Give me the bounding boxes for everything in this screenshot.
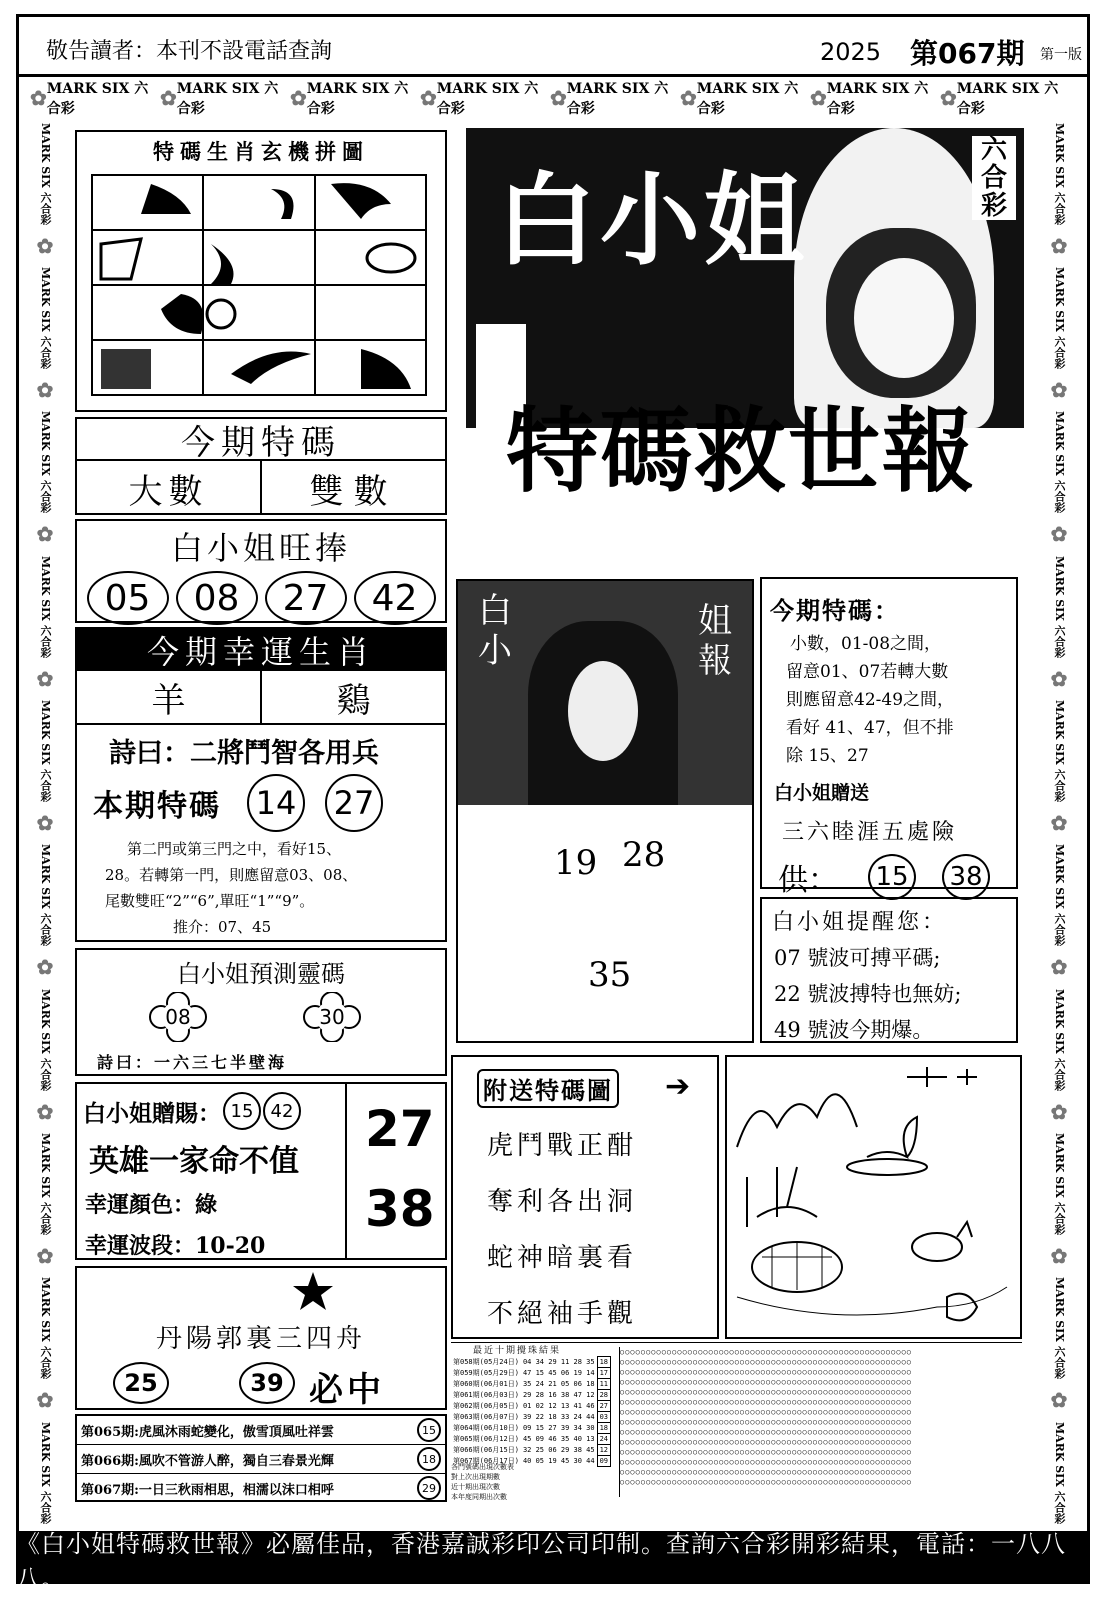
results-row bbox=[451, 1401, 611, 1412]
gift-label: 白小姐贈賜： bbox=[83, 1099, 221, 1127]
spirit-code-box bbox=[75, 948, 447, 1076]
history-number: 15 bbox=[417, 1418, 441, 1442]
strip-label: MARK SIX 六合彩 bbox=[1053, 699, 1066, 802]
lucky-range: 幸運波段：10-20 bbox=[85, 1233, 266, 1259]
results-cell-sp: 09 bbox=[597, 1456, 610, 1467]
results-count-grid: ○○○○○○○○○○○○○○○○○○○○○○○○○○○○○○○○○○○○○○○○○○○○○○○○○○○○○○○○ ○○○○○○○○○○○○○○○○○○○○○○○○○○○○○○○○○○○○○○○○○○○○○○○○○○○○○○○○ ○○○○○○○○○○○○○○○○○○○○○○○○○○○○○○○○○○○○○○○○○○○○○○○○○○○○○○○○ ○○○○○○○○○○○○○○○○○○○○○○○○○○○○○○○○○○○○○○○○○○○○○○○○○○○○○○○○ ○○○○○○○○○○○○○○○○○○○○○○○○○○○○○○○○○○○○○○○○○○○○○○○○○○○○○○○○ ○○○○○○○○○○○○○○○○○○○○○○○○○○○○○○○○○○○○○○○○○○○○○○○○○○○○○○○○ ○○○○○○○○○○○○○○○○○○○○○○○○○○○○○○○○○○○○○○○○○○○○○○○○○○○○○○○○ ○○○○○○○○○○○○○○○○○○○○○○○○○○○○○○○○○○○○○○○○○○○○○○○○○○○○○○○○ ○○○○○○○○○○○○○○○○○○○○○○○○○○○○○○○○○○○○○○○○○○○○○○○○○○○○○○○○ ○○○○○○○○○○○○○○○○○○○○○○○○○○○○○○○○○○○○○○○○○○○○○○○○○○○○○○○○ ○○○○○○○○○○○○○○○○○○○○○○○○○○○○○○○○○○○○○○○○○○○○○○○○○○○○○○○○ ○○○○○○○○○○○○○○○○○○○○○○○○○○○○○○○○○○○○○○○○○○○○○○○○○○○○○○○○ ○○○○○○○○○○○○○○○○○○○○○○○○○○○○○○○○○○○○○○○○○○○○○○○○○○○○○○○○ ○○○○○○○○○○○○○○○○○○○○○○○○○○○○○○○○○○○○○○○○○○○○○○○○○○○○○○○○ bbox=[619, 1347, 1020, 1497]
lucky-zodiac-title: 今期幸運生肖 bbox=[77, 629, 445, 671]
attach-title: 附送特碼圖 bbox=[477, 1069, 619, 1108]
results-row bbox=[451, 1357, 611, 1368]
photo-number: 28 bbox=[622, 835, 666, 875]
strip-label: MARK SIX 六合彩 bbox=[1053, 1132, 1066, 1235]
landscape-illustration bbox=[727, 1057, 1020, 1337]
results-cell-nums: 04 34 29 11 28 35 bbox=[522, 1358, 595, 1366]
reminder-box bbox=[760, 897, 1018, 1043]
results-row bbox=[451, 1390, 611, 1401]
flower-icon: ✿ bbox=[1050, 233, 1068, 258]
strip-label: MARK SIX 六合彩 bbox=[39, 122, 52, 225]
strip-label: MARK SIX 六合彩 bbox=[1053, 988, 1066, 1091]
results-cell-sp: 12 bbox=[597, 1445, 610, 1456]
results-footer-labels bbox=[451, 1462, 514, 1502]
results-foot-label: 近十期出現次數 bbox=[451, 1483, 500, 1491]
lucky-zodiac-goat: 羊 bbox=[77, 671, 262, 723]
photo-panel: 白 小 姐 報 19 28 35 bbox=[456, 579, 754, 1043]
strip-label: MARK SIX 六合彩 bbox=[1053, 1277, 1066, 1379]
flower-icon: ✿ bbox=[36, 233, 54, 258]
arrow-right-icon: ➔ bbox=[665, 1069, 691, 1104]
strip-label: MARK SIX 六合彩 bbox=[39, 1421, 52, 1524]
zodiac-puzzle-box bbox=[75, 130, 447, 412]
history-number: 29 bbox=[417, 1476, 441, 1500]
reminder-title: 白小姐提醒您： bbox=[772, 910, 948, 935]
star-icon bbox=[293, 1272, 333, 1312]
flower-icon: ✿ bbox=[1050, 1099, 1068, 1124]
lucky-poem: 詩曰：二將鬥智各用兵 bbox=[109, 738, 379, 769]
results-cell-sp: 18 bbox=[597, 1357, 610, 1368]
strip-label: MARK SIX 六合彩 bbox=[696, 81, 799, 117]
top-banner-strip bbox=[30, 81, 1070, 117]
star-number: 25 bbox=[113, 1362, 169, 1404]
info-line: 則應留意42-49之間， bbox=[786, 690, 955, 710]
edition-label: 第一版 bbox=[1040, 47, 1082, 63]
flower-icon: ✿ bbox=[810, 86, 827, 110]
results-cell-issue: 第061期(06月03日) bbox=[453, 1391, 519, 1399]
strip-label: MARK SIX 六合彩 bbox=[306, 81, 409, 117]
strip-label: MARK SIX 六合彩 bbox=[39, 699, 52, 802]
issue-number: 第067期 bbox=[910, 37, 1025, 70]
strip-label: MARK SIX 六合彩 bbox=[956, 81, 1059, 117]
results-cell-sp: 18 bbox=[597, 1423, 610, 1434]
strip-label: MARK SIX 六合彩 bbox=[1053, 266, 1066, 369]
strip-label: MARK SIX 六合彩 bbox=[39, 1277, 52, 1379]
attached-chart-box bbox=[451, 1055, 719, 1339]
results-row bbox=[451, 1434, 611, 1445]
attach-line: 奪利各出洞 bbox=[487, 1187, 638, 1217]
attach-line: 蛇神暗裏看 bbox=[487, 1243, 638, 1273]
results-cell-issue: 第062期(06月05日) bbox=[453, 1402, 519, 1410]
results-cell-issue: 第059期(05月29日) bbox=[453, 1369, 519, 1377]
strip-label: MARK SIX 六合彩 bbox=[1053, 844, 1066, 946]
results-row bbox=[451, 1379, 611, 1390]
strip-label: MARK SIX 六合彩 bbox=[566, 81, 669, 117]
flower-badge-icon bbox=[149, 992, 207, 1042]
results-cell-issue: 第063期(06月07日) bbox=[453, 1413, 519, 1421]
special-number: 27 bbox=[325, 774, 383, 832]
results-foot-label: 各門號碼出現次數表 bbox=[451, 1463, 514, 1471]
flower-icon: ✿ bbox=[1050, 522, 1068, 547]
flower-icon: ✿ bbox=[1050, 666, 1068, 691]
lucky-desc-2: 28。若轉第一門，則應留意03、08、 bbox=[105, 866, 358, 884]
star-number: 39 bbox=[239, 1362, 295, 1404]
strip-label: MARK SIX 六合彩 bbox=[39, 1132, 52, 1235]
strip-label: MARK SIX 六合彩 bbox=[436, 81, 539, 117]
strip-label: MARK SIX 六合彩 bbox=[1053, 1421, 1066, 1524]
info-line: 看好 41、47，但不排 bbox=[786, 718, 954, 738]
results-row bbox=[451, 1412, 611, 1423]
gift-box bbox=[75, 1082, 447, 1260]
history-text: 第067期:一日三秋雨相思，相濡以沫口相呼 bbox=[81, 1482, 334, 1498]
puzzle-title: 特碼生肖玄機拼圖 bbox=[153, 139, 369, 164]
pick-number: 27 bbox=[265, 571, 347, 625]
flower-icon: ✿ bbox=[940, 86, 957, 110]
history-row bbox=[77, 1416, 445, 1445]
lucky-zodiac-rooster: 鷄 bbox=[336, 680, 371, 721]
lucky-color: 幸運顏色：綠 bbox=[85, 1192, 218, 1218]
results-foot-label: 本年度同期出次數 bbox=[451, 1493, 507, 1501]
results-cell-sp: 17 bbox=[597, 1368, 610, 1379]
history-text: 第066期:風吹不管游人醉，獨自三春景光輝 bbox=[81, 1453, 334, 1469]
history-number: 18 bbox=[417, 1447, 441, 1471]
reminder-line: 07 號波可搏平碼; bbox=[774, 946, 941, 970]
photo-number: 35 bbox=[588, 955, 632, 995]
results-cell-nums: 39 22 18 33 24 44 bbox=[522, 1413, 595, 1421]
flower-icon: ✿ bbox=[290, 86, 307, 110]
pick-number: 08 bbox=[176, 571, 258, 625]
info-poem: 三六睦涯五處險 bbox=[782, 820, 958, 845]
strip-label: MARK SIX 六合彩 bbox=[46, 81, 149, 117]
strip-label: MARK SIX 六合彩 bbox=[1053, 122, 1066, 225]
lucky-desc-3: 尾數雙旺“2”“6”,單旺“1”“9”。 bbox=[105, 892, 315, 910]
results-cell-nums: 45 09 46 35 40 13 bbox=[522, 1435, 595, 1443]
lucky-recommend: 推介：07、45 bbox=[173, 918, 272, 936]
strip-label: MARK SIX 六合彩 bbox=[1053, 555, 1066, 658]
flower-icon: ✿ bbox=[1050, 378, 1068, 402]
flower-icon: ✿ bbox=[36, 522, 54, 547]
attach-line: 不絕袖手觀 bbox=[487, 1299, 638, 1329]
gift-big-number: 38 bbox=[365, 1180, 435, 1238]
portrait-face-image bbox=[854, 258, 954, 378]
flower-icon: ✿ bbox=[36, 378, 54, 402]
lucky-desc-1: 第二門或第三門之中，看好15、 bbox=[127, 840, 342, 858]
gift-number: 15 bbox=[223, 1092, 261, 1130]
results-cell-sp: 28 bbox=[597, 1390, 610, 1401]
spirit-number: 30 bbox=[319, 1005, 345, 1029]
masthead-title: 特碼救世報 bbox=[506, 397, 977, 505]
results-cell-sp: 24 bbox=[597, 1434, 610, 1445]
info-title: 今期特碼： bbox=[770, 596, 900, 625]
results-panel bbox=[451, 1342, 1022, 1506]
flower-icon: ✿ bbox=[36, 666, 54, 691]
gift-number: 42 bbox=[263, 1092, 301, 1130]
history-text: 第065期:虎風沐雨蛇變化，傲雪頂風吐祥雲 bbox=[81, 1424, 334, 1440]
results-row bbox=[451, 1368, 611, 1379]
flower-badge-icon bbox=[303, 992, 361, 1042]
results-cell-nums: 09 15 27 39 34 30 bbox=[522, 1424, 595, 1432]
lady-face-image bbox=[568, 661, 638, 761]
special-info-box bbox=[760, 577, 1018, 898]
pick-number: 05 bbox=[87, 571, 169, 625]
results-cell-nums: 35 24 21 05 06 18 bbox=[522, 1380, 595, 1388]
info-line: 小數，01-08之間， bbox=[790, 634, 942, 654]
lucky-zodiac-box bbox=[75, 627, 447, 942]
flower-icon: ✿ bbox=[36, 1243, 54, 1268]
strip-label: MARK SIX 六合彩 bbox=[826, 81, 929, 117]
pick-number: 42 bbox=[354, 571, 436, 625]
spirit-poem: 詩曰：一六三七半壁海 bbox=[97, 1053, 288, 1072]
info-gift-label: 白小姐贈送 bbox=[774, 782, 870, 804]
results-cell-sp: 03 bbox=[597, 1412, 610, 1423]
flower-icon: ✿ bbox=[420, 86, 437, 110]
flower-icon: ✿ bbox=[36, 810, 54, 835]
bai-pick-title: 白小姐旺捧 bbox=[170, 529, 351, 567]
results-foot-label: 對上次出現期數 bbox=[451, 1473, 500, 1481]
star-box bbox=[75, 1266, 447, 1410]
strip-label: MARK SIX 六合彩 bbox=[39, 844, 52, 946]
reminder-line: 22 號波搏特也無妨; bbox=[774, 982, 962, 1006]
flower-icon: ✿ bbox=[30, 86, 47, 110]
right-banner-strip bbox=[1044, 118, 1074, 1528]
results-cell-nums: 32 25 06 29 38 45 bbox=[522, 1446, 595, 1454]
masthead-banner bbox=[466, 128, 1024, 556]
masthead-lottery-label: 六合彩 bbox=[972, 136, 1016, 220]
strip-label: MARK SIX 六合彩 bbox=[39, 266, 52, 369]
zodiac-puzzle-grid bbox=[91, 174, 427, 396]
header-divider bbox=[16, 74, 1090, 77]
history-row bbox=[77, 1445, 445, 1474]
flower-icon: ✿ bbox=[1050, 1243, 1068, 1268]
must-win-label: 必中 bbox=[309, 1370, 385, 1410]
today-special-box bbox=[75, 417, 447, 515]
strip-label: MARK SIX 六合彩 bbox=[176, 81, 279, 117]
flower-icon: ✿ bbox=[1050, 1388, 1068, 1413]
results-cell-issue: 第060期(06月01日) bbox=[453, 1380, 519, 1388]
left-banner-strip bbox=[30, 118, 60, 1528]
results-cell-issue: 第064期(06月10日) bbox=[453, 1424, 519, 1432]
flower-icon: ✿ bbox=[160, 86, 177, 110]
bai-pick-box bbox=[75, 519, 447, 623]
info-line: 除 15、27 bbox=[786, 746, 869, 766]
issue-year: 2025 bbox=[820, 38, 882, 66]
flower-icon: ✿ bbox=[550, 86, 567, 110]
spirit-number: 08 bbox=[165, 1005, 191, 1029]
photo-number: 19 bbox=[554, 843, 598, 883]
attach-line: 虎鬥戰正酣 bbox=[487, 1131, 638, 1161]
gift-motto: 英雄一家命不值 bbox=[89, 1144, 299, 1179]
special-label: 本期特碼 bbox=[93, 789, 221, 824]
results-cell-issue: 第065期(06月12日) bbox=[453, 1435, 519, 1443]
info-supply-label: 供： bbox=[778, 863, 838, 898]
special-number: 14 bbox=[247, 774, 305, 832]
masthead-brand: 白小姐 bbox=[496, 161, 808, 279]
strip-label: MARK SIX 六合彩 bbox=[39, 411, 52, 514]
star-poem: 丹陽郭裏三四舟 bbox=[155, 1324, 366, 1354]
spirit-title: 白小姐預測靈碼 bbox=[177, 960, 345, 988]
gift-big-number: 27 bbox=[365, 1100, 435, 1158]
strip-label: MARK SIX 六合彩 bbox=[39, 555, 52, 658]
flower-icon: ✿ bbox=[1050, 810, 1068, 835]
results-table bbox=[451, 1356, 611, 1467]
results-cell-nums: 01 02 12 13 41 46 bbox=[522, 1402, 595, 1410]
reminder-line: 49 號波今期爆。 bbox=[774, 1018, 934, 1042]
flower-icon: ✿ bbox=[36, 1388, 54, 1413]
footer-banner: 《白小姐特碼救世報》必屬佳品，香港嘉誠彩印公司印制。查詢六合彩開彩結果，電話：一八八八。 bbox=[16, 1534, 1090, 1584]
today-special-title: 今期特碼 bbox=[77, 419, 445, 461]
flower-icon: ✿ bbox=[680, 86, 697, 110]
special-option-big: 大數 bbox=[77, 461, 262, 515]
results-row bbox=[451, 1423, 611, 1434]
info-number: 38 bbox=[942, 854, 990, 900]
results-cell-sp: 11 bbox=[597, 1379, 610, 1390]
results-cell-issue: 第067期(06月17日) bbox=[453, 1457, 519, 1465]
results-cell-issue: 第066期(06月15日) bbox=[453, 1446, 519, 1454]
info-line: 留意01、07若轉大數 bbox=[786, 662, 949, 682]
reader-notice: 敬告讀者：本刊不設電話查詢 bbox=[46, 39, 333, 64]
info-number: 15 bbox=[868, 854, 916, 900]
results-row bbox=[451, 1445, 611, 1456]
results-cell-nums: 29 28 16 38 47 12 bbox=[522, 1391, 595, 1399]
strip-label: MARK SIX 六合彩 bbox=[1053, 411, 1066, 514]
landscape-drawing bbox=[725, 1055, 1022, 1339]
flower-icon: ✿ bbox=[36, 1099, 54, 1124]
history-row bbox=[77, 1474, 445, 1502]
history-box bbox=[75, 1414, 447, 1502]
results-cell-sp: 27 bbox=[597, 1401, 610, 1412]
flower-icon: ✿ bbox=[36, 955, 54, 980]
strip-label: MARK SIX 六合彩 bbox=[39, 988, 52, 1091]
results-title: 最近十期攪珠結果 bbox=[473, 1346, 562, 1356]
flower-icon: ✿ bbox=[1050, 955, 1068, 980]
results-cell-nums: 40 05 19 45 30 44 bbox=[522, 1457, 595, 1465]
results-cell-issue: 第058期(05月24日) bbox=[453, 1358, 519, 1366]
special-option-even: 雙數 bbox=[309, 471, 398, 512]
results-cell-nums: 47 15 45 06 19 14 bbox=[522, 1369, 595, 1377]
